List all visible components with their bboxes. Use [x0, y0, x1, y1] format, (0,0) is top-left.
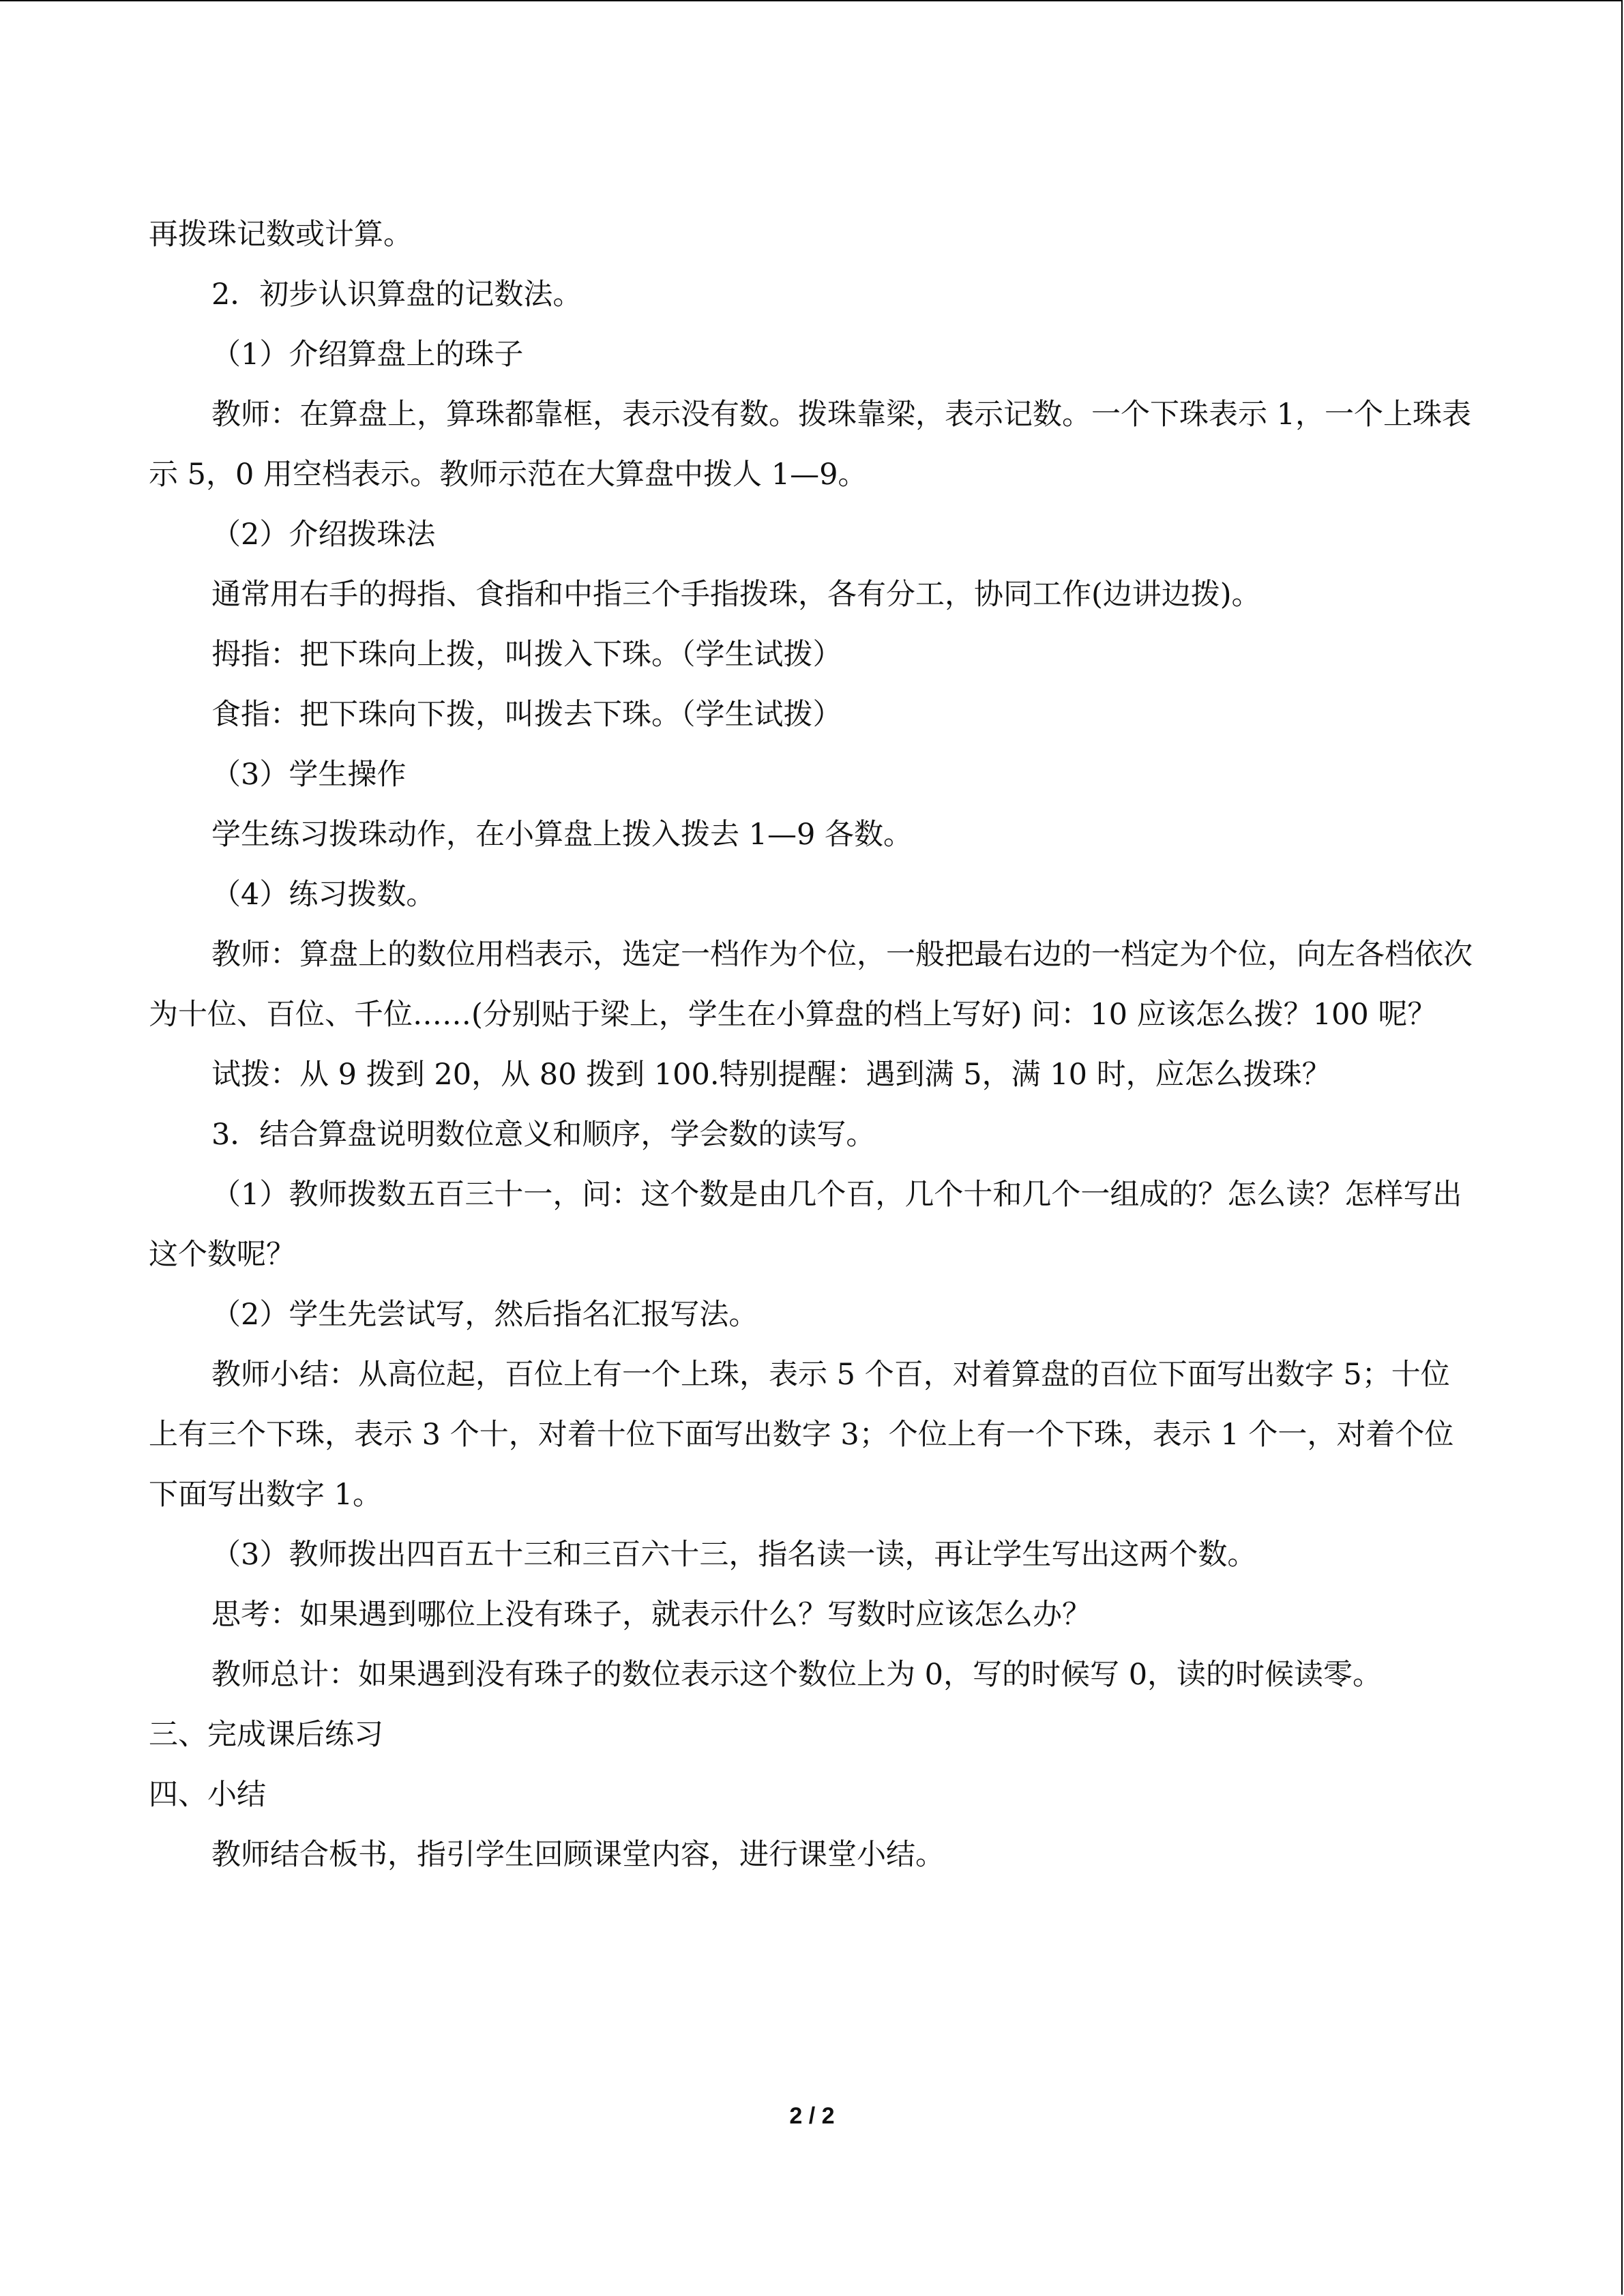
paragraph: 教师小结：从高位起，百位上有一个上珠，表示 5 个百，对着算盘的百位下面写出数字 5；十位上有三个下珠，表示 3 个十，对着十位下面写出数字 3；个位上有一个下珠，表示 1 个一，对着个位下面写出数字 1。 — [149, 1358, 1454, 1512]
section-heading: 四、小结 — [149, 1778, 266, 1812]
paragraph: 教师：在算盘上，算珠都靠框，表示没有数。拨珠靠梁，表示记数。一个下珠表示 1，一个上珠表示 5，0 用空档表示。教师示范在大算盘中拨人 1—9。 — [149, 398, 1472, 492]
paragraph: 拇指：把下珠向上拨，叫拨入下珠。（学生试拨） — [211, 638, 842, 672]
paragraph: （3）教师拨出四百五十三和三百六十三，指名读一读，再让学生写出这两个数。 — [211, 1538, 1257, 1572]
paragraph: 教师总计：如果遇到没有珠子的数位表示这个数位上为 0，写的时候写 0，读的时候读零。 — [211, 1658, 1383, 1692]
paragraph: 教师结合板书，指引学生回顾课堂内容，进行课堂小结。 — [211, 1838, 945, 1872]
paragraph: 2．初步认识算盘的记数法。 — [211, 278, 582, 312]
paragraph: 教师：算盘上的数位用档表示，选定一档作为个位，一般把最右边的一档定为个位，向左各档依次为十位、百位、千位……(分别贴于梁上，学生在小算盘的档上写好) 问：10 应该怎么拨？100 呢？ — [149, 938, 1473, 1032]
paragraph: 再拨珠记数或计算。 — [149, 218, 413, 252]
section-heading: 三、完成课后练习 — [149, 1718, 383, 1752]
document-body — [149, 205, 1479, 1885]
paragraph: 试拨：从 9 拨到 20，从 80 拨到 100.特别提醒：遇到满 5，满 10 时，应怎么拨珠？ — [211, 1058, 1331, 1092]
paragraph: （4）练习拨数。 — [211, 878, 436, 912]
page-number: 2 / 2 — [789, 2103, 835, 2129]
paragraph: （2）介绍拨珠法 — [211, 518, 436, 552]
paragraph: （2）学生先尝试写，然后指名汇报写法。 — [211, 1298, 758, 1332]
paragraph: 食指：把下珠向下拨，叫拨去下珠。（学生试拨） — [211, 698, 842, 732]
paragraph: 3．结合算盘说明数位意义和顺序，学会数的读写。 — [211, 1118, 876, 1152]
paragraph: 学生练习拨珠动作，在小算盘上拨入拨去 1—9 各数。 — [211, 818, 913, 852]
paragraph: 思考：如果遇到哪位上没有珠子，就表示什么？写数时应该怎么办？ — [211, 1598, 1091, 1632]
paragraph: （1）介绍算盘上的珠子 — [211, 338, 524, 372]
paragraph: （1）教师拨数五百三十一，问：这个数是由几个百，几个十和几个一组成的？怎么读？怎样写出这个数呢？ — [149, 1178, 1462, 1272]
paragraph: （3）学生操作 — [211, 758, 407, 792]
paragraph: 通常用右手的拇指、食指和中指三个手指拨珠，各有分工，协同工作(边讲边拨)。 — [211, 578, 1261, 612]
